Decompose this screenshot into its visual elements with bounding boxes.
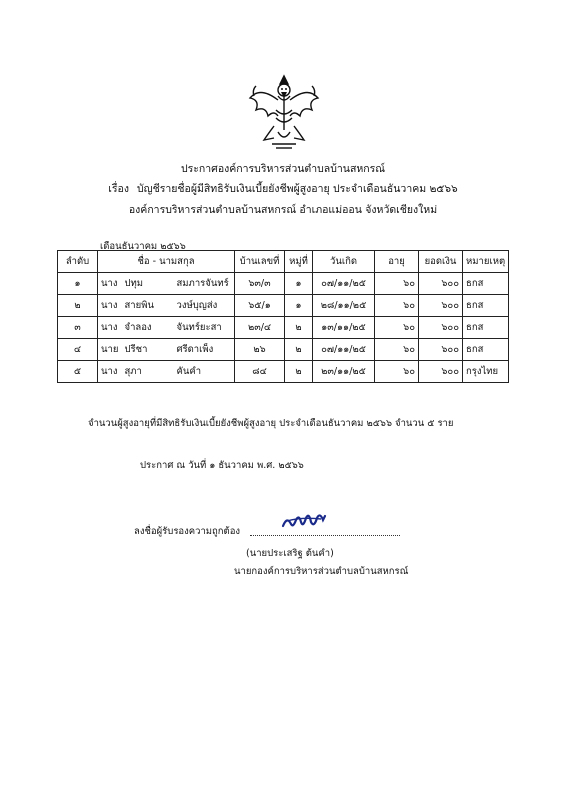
summary-text: จำนวนผู้สูงอายุที่มีสิทธิรับเงินเบี้ยยังชีพผู้สูงอายุ ประจำเดือนธันวาคม ๒๕๖๖ จำนวน ๕ ราย <box>88 418 454 429</box>
header-age: อายุ <box>375 251 419 273</box>
row-title: นาง <box>98 317 122 339</box>
row-age: ๖๐ <box>375 273 419 295</box>
row-note: ธกส <box>463 295 509 317</box>
beneficiary-table <box>57 250 509 383</box>
row-age: ๖๐ <box>375 295 419 317</box>
row-house: ๖๓/๓ <box>235 273 285 295</box>
row-last-name: วงษ์บุญส่ง <box>174 295 235 317</box>
header-house: บ้านเลขที่ <box>235 251 285 273</box>
garuda-emblem-icon <box>246 70 322 150</box>
row-title: นาง <box>98 295 122 317</box>
table-row <box>58 339 509 361</box>
row-note: ธกส <box>463 273 509 295</box>
row-no: ๑ <box>58 273 98 295</box>
row-house: ๒๓/๔ <box>235 317 285 339</box>
header-no: ลำดับ <box>58 251 98 273</box>
announce-date: ประกาศ ณ วันที่ ๑ ธันวาคม พ.ศ. ๒๕๖๖ <box>140 460 304 471</box>
row-house: ๖๕/๑ <box>235 295 285 317</box>
header-birth: วันเกิด <box>313 251 375 273</box>
row-no: ๔ <box>58 339 98 361</box>
header-amount: ยอดเงิน <box>419 251 463 273</box>
row-no: ๕ <box>58 361 98 383</box>
month-label: เดือนธันวาคม ๒๕๖๖ <box>100 241 186 252</box>
row-amount: ๖๐๐ <box>419 295 463 317</box>
signer-name: (นายประเสริฐ ต้นคำ) <box>246 548 334 559</box>
row-note: ธกส <box>463 339 509 361</box>
header-name: ชื่อ - นามสกุล <box>98 251 235 273</box>
certifier-label: ลงชื่อผู้รับรองความถูกต้อง <box>134 526 241 537</box>
row-birth: ๐๗/๑๑/๒๕ <box>313 273 375 295</box>
row-moo: ๑ <box>285 295 313 317</box>
row-first-name: ปทุม <box>122 273 174 295</box>
row-amount: ๖๐๐ <box>419 317 463 339</box>
row-birth: ๒๓/๑๑/๒๕ <box>313 361 375 383</box>
table-header-row <box>58 251 509 273</box>
row-age: ๖๐ <box>375 317 419 339</box>
row-moo: ๒ <box>285 339 313 361</box>
row-age: ๖๐ <box>375 339 419 361</box>
row-title: นาง <box>98 361 122 383</box>
row-title: นาง <box>98 273 122 295</box>
row-first-name: ปรีชา <box>122 339 174 361</box>
row-amount: ๖๐๐ <box>419 273 463 295</box>
row-first-name: สายพิน <box>122 295 174 317</box>
row-amount: ๖๐๐ <box>419 361 463 383</box>
row-no: ๓ <box>58 317 98 339</box>
row-moo: ๒ <box>285 317 313 339</box>
row-house: ๘๔ <box>235 361 285 383</box>
row-title: นาย <box>98 339 122 361</box>
row-no: ๒ <box>58 295 98 317</box>
row-last-name: จันทร์ยะสา <box>174 317 235 339</box>
header-note: หมายเหตุ <box>463 251 509 273</box>
handwritten-signature-icon <box>281 512 327 532</box>
table-row <box>58 361 509 383</box>
organization-line: องค์การบริหารส่วนตำบลบ้านสหกรณ์ อำเภอแม่ออน จังหวัดเชียงใหม่ <box>128 204 438 216</box>
row-moo: ๑ <box>285 273 313 295</box>
row-birth: ๑๓/๑๑/๒๕ <box>313 317 375 339</box>
row-last-name: ศรีดาเพ็ง <box>174 339 235 361</box>
row-birth: ๐๗/๑๑/๒๕ <box>313 339 375 361</box>
row-house: ๒๖ <box>235 339 285 361</box>
row-note: ธกส <box>463 317 509 339</box>
row-age: ๖๐ <box>375 361 419 383</box>
announcement-title: ประกาศองค์การบริหารส่วนตำบลบ้านสหกรณ์ <box>180 163 386 175</box>
signature-line <box>250 535 400 536</box>
subject-text: บัญชีรายชื่อผู้มีสิทธิรับเงินเบี้ยยังชีพผู้สูงอายุ ประจำเดือนธันวาคม ๒๕๖๖ <box>136 183 458 195</box>
header-moo: หมู่ที่ <box>285 251 313 273</box>
subject-label: เรื่อง <box>108 183 129 195</box>
row-last-name: สมภารจันทร์ <box>174 273 235 295</box>
row-birth: ๒๘/๑๑/๒๕ <box>313 295 375 317</box>
row-first-name: จำลอง <box>122 317 174 339</box>
row-note: กรุงไทย <box>463 361 509 383</box>
signer-title: นายกองค์การบริหารส่วนตำบลบ้านสหกรณ์ <box>234 566 409 577</box>
row-first-name: สุภา <box>122 361 174 383</box>
table-row <box>58 317 509 339</box>
row-last-name: คันคำ <box>174 361 235 383</box>
table-row <box>58 295 509 317</box>
subject-line <box>0 180 566 197</box>
table-row <box>58 273 509 295</box>
row-moo: ๒ <box>285 361 313 383</box>
row-amount: ๖๐๐ <box>419 339 463 361</box>
